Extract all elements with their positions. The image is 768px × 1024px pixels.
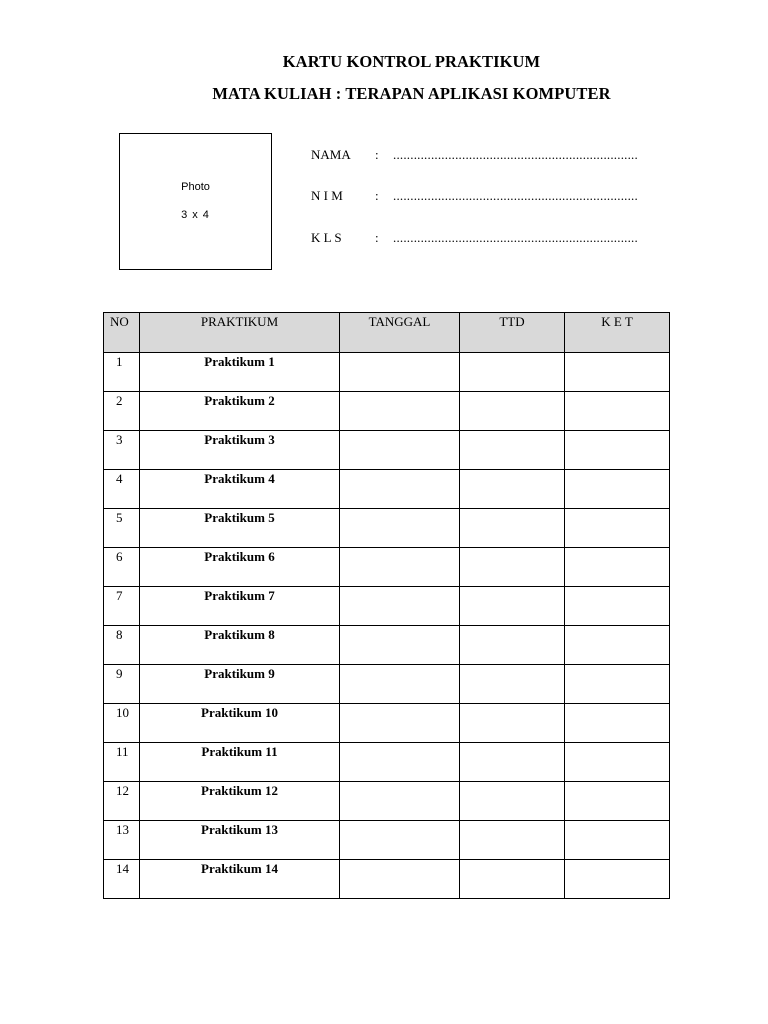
table-row bbox=[104, 392, 670, 431]
cell-no: 2 bbox=[104, 392, 140, 431]
cell-praktikum: Praktikum 13 bbox=[140, 821, 340, 860]
photo-placeholder bbox=[119, 133, 272, 270]
photo-label: Photo bbox=[181, 181, 210, 193]
cell-tanggal[interactable] bbox=[340, 353, 460, 392]
cell-ket[interactable] bbox=[565, 509, 670, 548]
cell-no: 8 bbox=[104, 626, 140, 665]
cell-ttd[interactable] bbox=[460, 548, 565, 587]
cell-no: 3 bbox=[104, 431, 140, 470]
table-row bbox=[104, 587, 670, 626]
field-blank-nim: ....................................................................... bbox=[393, 188, 638, 203]
table-row bbox=[104, 704, 670, 743]
header-ttd: TTD bbox=[460, 313, 565, 353]
cell-praktikum: Praktikum 14 bbox=[140, 860, 340, 899]
cell-praktikum: Praktikum 11 bbox=[140, 743, 340, 782]
field-colon: : bbox=[375, 188, 379, 203]
cell-tanggal[interactable] bbox=[340, 704, 460, 743]
field-label-nim: N I M bbox=[311, 188, 343, 203]
cell-ket[interactable] bbox=[565, 353, 670, 392]
cell-ttd[interactable] bbox=[460, 587, 565, 626]
cell-ttd[interactable] bbox=[460, 860, 565, 899]
cell-ttd[interactable] bbox=[460, 470, 565, 509]
field-colon: : bbox=[375, 230, 379, 245]
cell-no: 1 bbox=[104, 353, 140, 392]
table-row bbox=[104, 821, 670, 860]
cell-tanggal[interactable] bbox=[340, 626, 460, 665]
cell-tanggal[interactable] bbox=[340, 821, 460, 860]
table-row bbox=[104, 353, 670, 392]
header-praktikum: PRAKTIKUM bbox=[140, 313, 340, 353]
cell-tanggal[interactable] bbox=[340, 548, 460, 587]
cell-tanggal[interactable] bbox=[340, 665, 460, 704]
cell-ket[interactable] bbox=[565, 587, 670, 626]
cell-praktikum: Praktikum 8 bbox=[140, 626, 340, 665]
table-row bbox=[104, 665, 670, 704]
page-title: KARTU KONTROL PRAKTIKUM bbox=[282, 52, 541, 71]
cell-no: 6 bbox=[104, 548, 140, 587]
header-tanggal: TANGGAL bbox=[340, 313, 460, 353]
cell-praktikum: Praktikum 4 bbox=[140, 470, 340, 509]
table-row bbox=[104, 860, 670, 899]
cell-ket[interactable] bbox=[565, 626, 670, 665]
cell-ket[interactable] bbox=[565, 821, 670, 860]
cell-ttd[interactable] bbox=[460, 704, 565, 743]
cell-ttd[interactable] bbox=[460, 509, 565, 548]
field-nim bbox=[311, 188, 638, 204]
cell-ket[interactable] bbox=[565, 704, 670, 743]
cell-tanggal[interactable] bbox=[340, 470, 460, 509]
field-colon: : bbox=[375, 147, 379, 162]
course-subtitle: MATA KULIAH : TERAPAN APLIKASI KOMPUTER bbox=[212, 84, 611, 103]
cell-ttd[interactable] bbox=[460, 743, 565, 782]
cell-ttd[interactable] bbox=[460, 431, 565, 470]
cell-tanggal[interactable] bbox=[340, 743, 460, 782]
cell-ttd[interactable] bbox=[460, 626, 565, 665]
table-header-row bbox=[104, 313, 670, 353]
cell-praktikum: Praktikum 7 bbox=[140, 587, 340, 626]
cell-praktikum: Praktikum 1 bbox=[140, 353, 340, 392]
table-row bbox=[104, 548, 670, 587]
cell-ket[interactable] bbox=[565, 548, 670, 587]
cell-ket[interactable] bbox=[565, 743, 670, 782]
header-no: NO bbox=[104, 313, 140, 353]
cell-no: 13 bbox=[104, 821, 140, 860]
cell-praktikum: Praktikum 12 bbox=[140, 782, 340, 821]
cell-ket[interactable] bbox=[565, 782, 670, 821]
cell-tanggal[interactable] bbox=[340, 782, 460, 821]
field-nama bbox=[311, 147, 638, 163]
cell-no: 10 bbox=[104, 704, 140, 743]
cell-no: 14 bbox=[104, 860, 140, 899]
cell-tanggal[interactable] bbox=[340, 509, 460, 548]
cell-praktikum: Praktikum 3 bbox=[140, 431, 340, 470]
table-row bbox=[104, 509, 670, 548]
cell-ttd[interactable] bbox=[460, 665, 565, 704]
praktikum-table bbox=[103, 312, 670, 899]
field-label-kls: K L S bbox=[311, 230, 342, 245]
cell-no: 12 bbox=[104, 782, 140, 821]
field-blank-kls: ....................................................................... bbox=[393, 230, 638, 245]
photo-size-label: 3 x 4 bbox=[181, 209, 210, 221]
cell-no: 7 bbox=[104, 587, 140, 626]
field-kls bbox=[311, 230, 638, 246]
table-row bbox=[104, 431, 670, 470]
cell-ttd[interactable] bbox=[460, 821, 565, 860]
cell-tanggal[interactable] bbox=[340, 431, 460, 470]
table-row bbox=[104, 782, 670, 821]
cell-ket[interactable] bbox=[565, 392, 670, 431]
cell-tanggal[interactable] bbox=[340, 860, 460, 899]
cell-ttd[interactable] bbox=[460, 353, 565, 392]
cell-no: 9 bbox=[104, 665, 140, 704]
cell-praktikum: Praktikum 2 bbox=[140, 392, 340, 431]
cell-no: 4 bbox=[104, 470, 140, 509]
cell-praktikum: Praktikum 5 bbox=[140, 509, 340, 548]
cell-praktikum: Praktikum 9 bbox=[140, 665, 340, 704]
cell-praktikum: Praktikum 10 bbox=[140, 704, 340, 743]
cell-tanggal[interactable] bbox=[340, 392, 460, 431]
header-ket: K E T bbox=[565, 313, 670, 353]
cell-praktikum: Praktikum 6 bbox=[140, 548, 340, 587]
field-blank-nama: ....................................................................... bbox=[393, 147, 638, 162]
cell-ket[interactable] bbox=[565, 665, 670, 704]
cell-no: 5 bbox=[104, 509, 140, 548]
cell-ket[interactable] bbox=[565, 470, 670, 509]
table-row bbox=[104, 470, 670, 509]
field-label-nama: NAMA bbox=[311, 147, 351, 162]
table-row bbox=[104, 626, 670, 665]
cell-ket[interactable] bbox=[565, 860, 670, 899]
cell-ttd[interactable] bbox=[460, 392, 565, 431]
table-row bbox=[104, 743, 670, 782]
cell-tanggal[interactable] bbox=[340, 587, 460, 626]
cell-no: 11 bbox=[104, 743, 140, 782]
cell-ttd[interactable] bbox=[460, 782, 565, 821]
cell-ket[interactable] bbox=[565, 431, 670, 470]
